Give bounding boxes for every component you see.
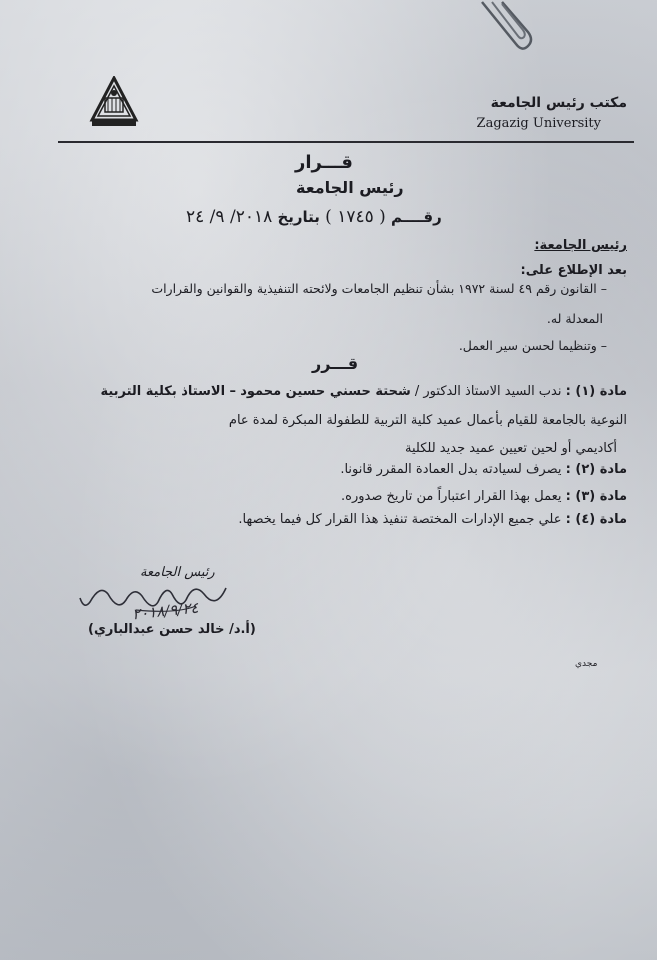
office-name: مكتب رئيس الجامعة [490,95,627,111]
date-label: بتاريخ [277,208,320,226]
article-1-label: مادة (١) : [565,384,627,399]
decision-title: قـــرار [295,152,353,173]
preamble-item-1-cont: المعدلة له. [546,311,603,326]
article-3 [341,489,627,504]
article-2-text: يصرف لسيادته بدل العمادة المقرر قانونا. [340,462,562,477]
paperclip-icon [476,0,536,54]
decree-heading: قـــرر [312,354,359,373]
typist-initials: مجدي [575,659,598,669]
article-3-text: يعمل بهذا القرار اعتباراً من تاريخ صدوره. [341,489,562,504]
article-3-label: مادة (٣) : [565,489,627,504]
article-4 [238,512,627,527]
university-seal-icon [88,76,140,130]
decision-reference [186,207,442,227]
decision-issuer: رئيس الجامعة [296,178,404,197]
ref-number: ( ١٧٤٥ ) [325,207,386,227]
preamble-item-2: – وتنظيما لحسن سير العمل. [458,338,607,353]
article-1-line-3: أكاديمي أو لحين تعيين عميد جديد للكلية [405,441,617,456]
preamble-item-1: – القانون رقم ٤٩ لسنة ١٩٧٢ بشأن تنظيم الجامعات ولائحته التنفيذية والقوانين والقرارات [151,281,607,296]
article-4-text: علي جميع الإدارات المختصة تنفيذ هذا القرار كل فيما يخصها. [238,512,562,527]
date-value: ٢٠١٨/ ٩/ ٢٤ [186,207,273,227]
after-review-label: بعد الإطلاع على: [520,263,627,278]
article-1-name: شحتة حسني حسين محمود [240,384,411,399]
addressee: رئيس الجامعة: [534,238,627,253]
signature-title: رئيس الجامعة [140,565,215,580]
ref-label: رقــــم [391,208,442,226]
article-1-line-2: النوعية بالجامعة للقيام بأعمال عميد كلية التربية للطفولة المبكرة لمدة عام [228,413,627,428]
article-2-label: مادة (٢) : [565,462,627,477]
signatory-name: (أ.د/ خالد حسن عبدالباري) [88,622,256,637]
article-1-text: ندب السيد الاستاذ الدكتور / [414,384,562,399]
article-1-text-cont: – الاستاذ بكلية التربية [100,384,237,399]
signature-date: ٢٠١٨/٩/٢٤ [131,598,200,624]
article-1-line-1 [100,384,627,399]
header-divider [58,141,634,143]
university-name: Zagazig University [476,116,601,131]
article-4-label: مادة (٤) : [565,512,627,527]
article-2 [340,462,627,477]
